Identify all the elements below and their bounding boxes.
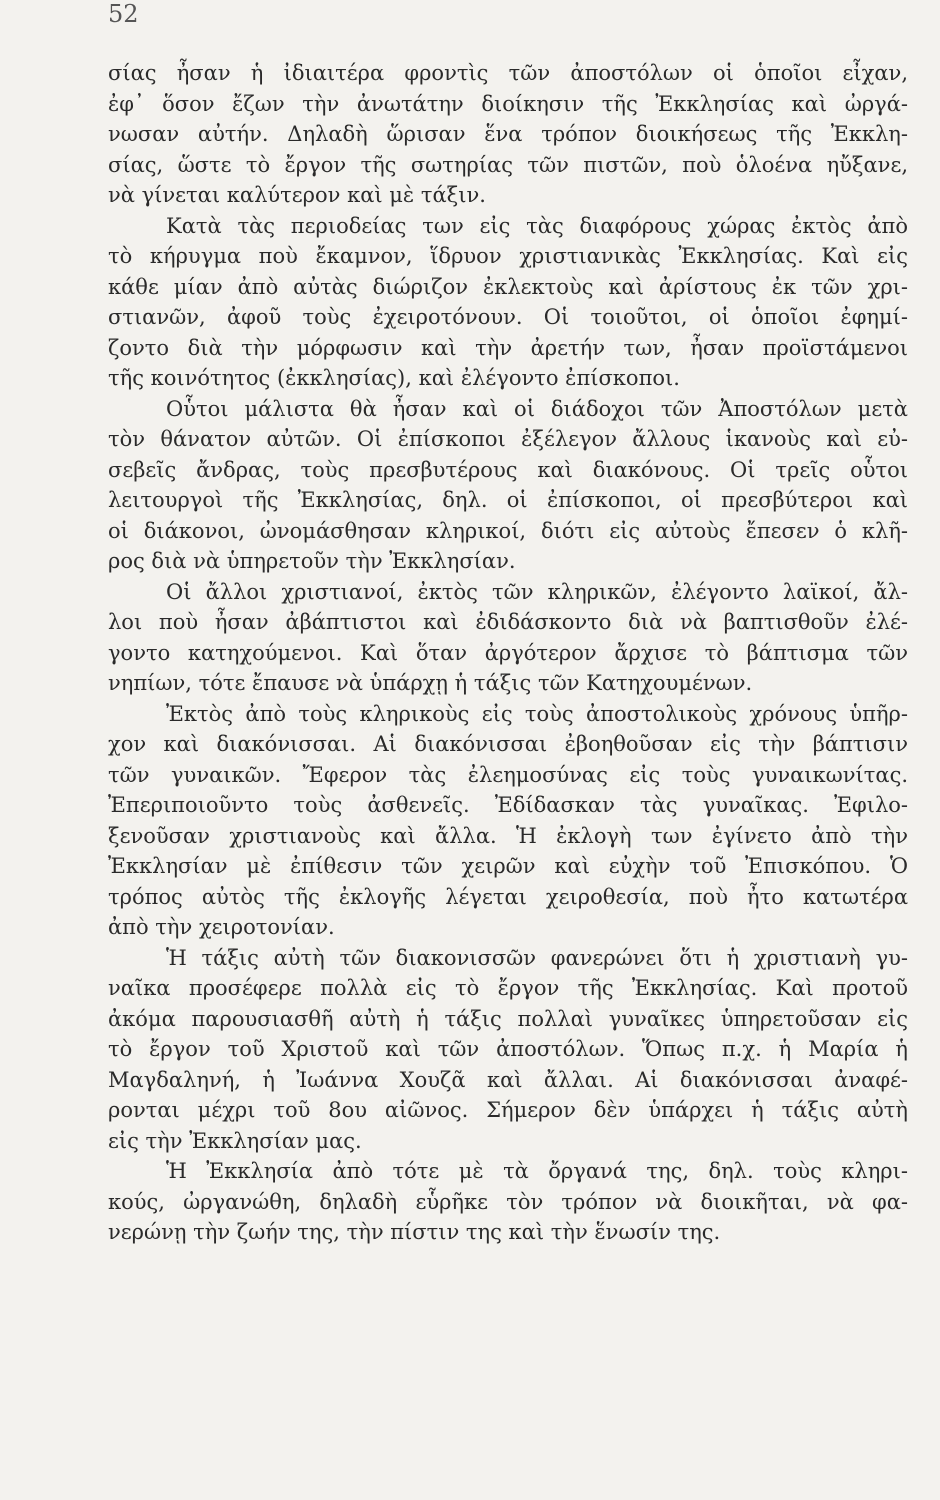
- text-line: σεβεῖς ἄνδρας, τοὺς πρεσβυτέρους καὶ διακόνους. Οἱ τρεῖς οὗτοι: [108, 457, 908, 482]
- text-line: τὸν θάνατον αὐτῶν. Οἱ ἐπίσκοποι ἐξέλεγον ἄλλους ἱκανοὺς καὶ εὐ-: [108, 427, 908, 451]
- text-line: ναῖκα προσέφερε πολλὰ εἰς τὸ ἔργον τῆς Ἐκκλησίας. Καὶ προτοῦ: [108, 976, 908, 1000]
- text-line: Οἱ ἄλλοι χριστιανοί, ἐκτὸς τῶν κληρικῶν, ἐλέγοντο λαϊκοί, ἄλ-: [166, 579, 908, 604]
- text-line: ρονται μέχρι τοῦ 8ου αἰῶνος. Σήμερον δὲν ὑπάρχει ἡ τάξις αὐτὴ: [108, 1098, 908, 1122]
- text-line: ἀπὸ τὴν χειροτονίαν.: [108, 915, 335, 939]
- text-line: Οὗτοι μάλιστα θὰ ἦσαν καὶ οἱ διάδοχοι τῶν Ἀποστόλων μετὰ: [166, 396, 908, 421]
- text-line: Ἐκκλησίαν μὲ ἐπίθεσιν τῶν χειρῶν καὶ εὐχὴν τοῦ Ἐπισκόπου. Ὁ: [108, 854, 908, 878]
- text-line: Κατὰ τὰς περιοδείας των εἰς τὰς διαφόρους χώρας ἐκτὸς ἀπὸ: [166, 213, 908, 238]
- text-line: τὸ ἔργον τοῦ Χριστοῦ καὶ τῶν ἀποστόλων. Ὅπως π.χ. ἡ Μαρία ἡ: [108, 1037, 908, 1061]
- text-line: τὸ κήρυγμα ποὺ ἔκαμνον, ἵδρυον χριστιανικὰς Ἐκκλησίας. Καὶ εἰς: [108, 244, 908, 268]
- text-line: Ἡ τάξις αὐτὴ τῶν διακονισσῶν φανερώνει ὅτι ἡ χριστιανὴ γυ-: [166, 945, 908, 970]
- page-number: 52: [108, 0, 139, 28]
- text-line: νωσαν αὐτήν. Δηλαδὴ ὥρισαν ἕνα τρόπον διοικήσεως τῆς Ἐκκλη-: [108, 122, 908, 146]
- text-line: ξενοῦσαν χριστιανοὺς καὶ ἄλλα. Ἡ ἐκλογὴ των ἐγίνετο ἀπὸ τὴν: [108, 823, 908, 848]
- text-line: τῆς κοινότητος (ἐκκλησίας), καὶ ἐλέγοντο ἐπίσκοποι.: [108, 366, 680, 390]
- text-line: χον καὶ διακόνισσαι. Αἱ διακόνισσαι ἐβοηθοῦσαν εἰς τὴν βάπτισιν: [108, 732, 908, 756]
- text-line: νηπίων, τότε ἔπαυσε νὰ ὑπάρχῃ ἡ τάξις τῶν Κατηχουμένων.: [108, 671, 753, 695]
- text-line: τρόπος αὐτὸς τῆς ἐκλογῆς λέγεται χειροθεσία, ποὺ ἦτο κατωτέρα: [108, 884, 908, 909]
- text-line: Μαγδαληνή, ἡ Ἰωάννα Χουζᾶ καὶ ἄλλαι. Αἱ διακόνισσαι ἀναφέ-: [108, 1067, 908, 1092]
- text-line: νὰ γίνεται καλύτερον καὶ μὲ τάξιν.: [108, 183, 486, 207]
- text-line: σίας, ὥστε τὸ ἔργον τῆς σωτηρίας τῶν πιστῶν, ποὺ ὁλοένα ηὔξανε,: [108, 152, 908, 177]
- text-line: κούς, ὠργανώθη, δηλαδὴ εὗρῆκε τὸν τρόπον νὰ διοικῆται, νὰ φα-: [108, 1189, 908, 1214]
- text-line: ζοντο διὰ τὴν μόρφωσιν καὶ τὴν ἀρετήν των, ἦσαν προϊστάμενοι: [108, 335, 908, 360]
- text-line: ἐφ᾽ ὅσον ἔζων τὴν ἀνωτάτην διοίκησιν τῆς Ἐκκλησίας καὶ ὠργά-: [108, 91, 908, 116]
- text-line: ἀκόμα παρουσιασθῆ αὐτὴ ἡ τάξις πολλαὶ γυναῖκες ὑπηρετοῦσαν εἰς: [108, 1006, 908, 1031]
- text-line: γοντο κατηχούμενοι. Καὶ ὅταν ἀργότερον ἄρχισε τὸ βάπτισμα τῶν: [108, 640, 908, 665]
- text-line: στιανῶν, ἀφοῦ τοὺς ἐχειροτόνουν. Οἱ τοιοῦτοι, οἱ ὁποῖοι ἐφημί-: [108, 305, 908, 329]
- text-line: κάθε μίαν ἀπὸ αὐτὰς διώριζον ἐκλεκτοὺς καὶ ἀρίστους ἐκ τῶν χρι-: [108, 274, 908, 299]
- text-line: νερώνῃ τὴν ζωήν της, τὴν πίστιν της καὶ τὴν ἕνωσίν της.: [108, 1220, 721, 1244]
- text-line: Ἐπεριποιοῦντο τοὺς ἀσθενεῖς. Ἐδίδασκαν τὰς γυναῖκας. Ἐφιλο-: [108, 793, 908, 817]
- text-line: τῶν γυναικῶν. Ἔφερον τὰς ἐλεημοσύνας εἰς τοὺς γυναικωνίτας.: [108, 762, 908, 787]
- body-text: [108, 58, 908, 1248]
- text-line: Ἡ Ἐκκλησία ἀπὸ τότε μὲ τὰ ὄργανά της, δηλ. τοὺς κληρι-: [166, 1159, 908, 1183]
- text-line: εἰς τὴν Ἐκκλησίαν μας.: [108, 1128, 362, 1153]
- text-line: σίας ἦσαν ἡ ἰδιαιτέρα φροντὶς τῶν ἀποστόλων οἱ ὁποῖοι εἶχαν,: [108, 61, 908, 85]
- text-line: Ἐκτὸς ἀπὸ τοὺς κληρικοὺς εἰς τοὺς ἀποστολικοὺς χρόνους ὑπῆρ-: [166, 701, 908, 726]
- text-line: ρος διὰ νὰ ὑπηρετοῦν τὴν Ἐκκλησίαν.: [108, 549, 516, 573]
- text-line: λοι ποὺ ἦσαν ἀβάπτιστοι καὶ ἐδιδάσκοντο διὰ νὰ βαπτισθοῦν ἐλέ-: [108, 610, 908, 634]
- text-line: οἱ διάκονοι, ὠνομάσθησαν κληρικοί, διότι εἰς αὐτοὺς ἔπεσεν ὁ κλῆ-: [108, 518, 908, 543]
- text-line: λειτουργοὶ τῆς Ἐκκλησίας, δηλ. οἱ ἐπίσκοποι, οἱ πρεσβύτεροι καὶ: [108, 488, 908, 512]
